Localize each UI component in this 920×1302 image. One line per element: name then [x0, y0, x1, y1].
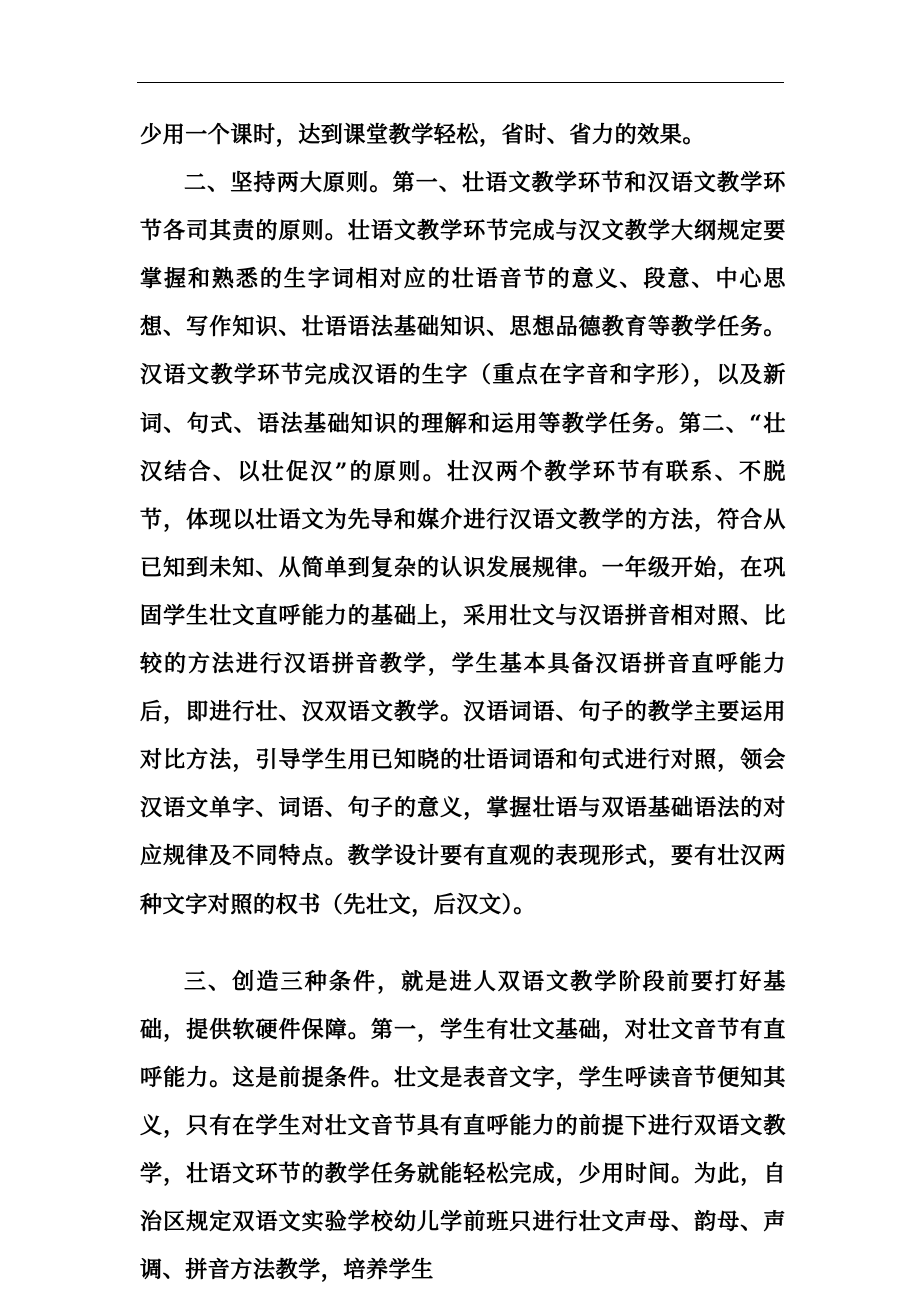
paragraph-gap [140, 929, 786, 958]
document-body [140, 111, 786, 1294]
header-rule [137, 82, 784, 83]
paragraph-continuation: 少用一个课时，达到课堂教学轻松，省时、省力的效果。 [140, 122, 706, 148]
paragraph-three-conditions: 三、创造三种条件，就是进人双语文教学阶段前要打好基础，提供软硬件保障。第一，学生有壮文基础，对壮文音节有直呼能力。这是前提条件。壮文是表音文字，学生呼读音节便知其义，只有在学生对壮文音节具有直呼能力的前提下进行双语文教学，壮语文环节的教学任务就能轻松完成，少用时间。为此，自治区规定双语文实验学校幼儿学前班只进行壮文声母、韵母、声调、拼音方法教学，培养学生 [140, 968, 786, 1284]
paragraph-two-principles: 二、坚持两大原则。第一、壮语文教学环节和汉语文教学环节各司其责的原则。壮语文教学环节完成与汉文教学大纲规定要掌握和熟悉的生字词相对应的壮语音节的意义、段意、中心思想、写作知识、壮语语法基础知识、思想品德教育等教学任务。汉语文教学环节完成汉语的生字（重点在字音和字形），以及新词、句式、语法基础知识的理解和运用等教学任务。第二、“壮汉结合、以壮促汉”的原则。壮汉两个教学环节有联系、不脱节，体现以壮语文为先导和媒介进行汉语文教学的方法，符合从已知到未知、从简单到复杂的认识发展规律。一年级开始，在巩固学生壮文直呼能力的基础上，采用壮文与汉语拼音相对照、比较的方法进行汉语拼音教学，学生基本具备汉语拼音直呼能力后，即进行壮、汉双语文教学。汉语词语、句子的教学主要运用对比方法，引导学生用已知晓的壮语词语和句式进行对照，领会汉语文单字、词语、句子的意义，掌握壮语与双语基础语法的对应规律及不同特点。教学设计要有直观的表现形式，要有壮汉两种文字对照的权书（先壮文，后汉文）。 [140, 170, 786, 918]
